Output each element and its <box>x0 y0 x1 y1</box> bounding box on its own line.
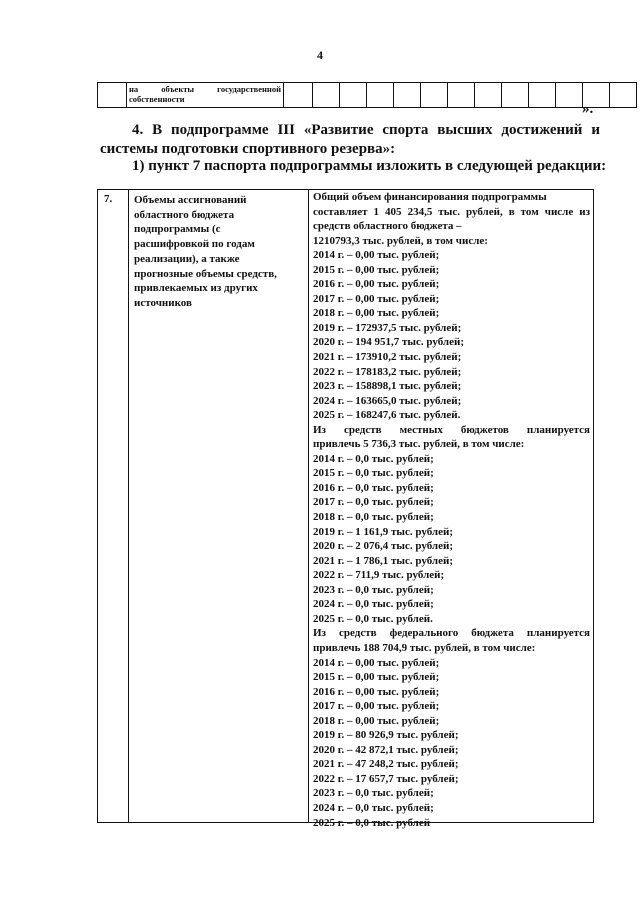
table-cell <box>340 83 367 108</box>
content-line: 2024 г. – 0,0 тыс. рублей; <box>313 598 434 611</box>
column-divider <box>128 190 129 822</box>
table-cell <box>502 83 529 108</box>
table-cell <box>475 83 502 108</box>
content-line: 2025 г. – 0,0 тыс. рублей <box>313 816 431 829</box>
table-cell <box>556 83 583 108</box>
content-line: 2018 г. – 0,0 тыс. рублей; <box>313 511 434 524</box>
content-line: 2015 г. – 0,00 тыс. рублей; <box>313 263 440 276</box>
table-cell <box>421 83 448 108</box>
column-divider <box>308 190 309 822</box>
table-cell <box>284 83 313 108</box>
content-line: 2024 г. – 163665,0 тыс. рублей; <box>313 394 462 407</box>
content-line: 1210793,3 тыс. рублей, в том числе: <box>313 234 488 247</box>
closing-quote: ». <box>582 101 594 117</box>
content-line: 2015 г. – 0,0 тыс. рублей; <box>313 467 434 480</box>
content-line: 2023 г. – 0,0 тыс. рублей; <box>313 583 434 596</box>
content-line: привлечь 188 704,9 тыс. рублей, в том числе: <box>313 641 536 654</box>
content-line: привлечь 5 736,3 тыс. рублей, в том числе: <box>313 438 525 451</box>
content-line: 2018 г. – 0,00 тыс. рублей; <box>313 714 440 727</box>
passport-table <box>97 189 594 829</box>
content-line: 2016 г. – 0,00 тыс. рублей; <box>313 278 440 291</box>
content-line: 2021 г. – 1 786,1 тыс. рублей; <box>313 554 453 567</box>
row-description-word: государственной <box>217 84 281 94</box>
funding-content <box>313 190 590 830</box>
content-line: 2014 г. – 0,00 тыс. рублей; <box>313 656 440 669</box>
content-line: 2016 г. – 0,00 тыс. рублей; <box>313 685 440 698</box>
content-line: 2018 г. – 0,00 тыс. рублей; <box>313 307 440 320</box>
row-description-word: объекты <box>161 84 195 94</box>
content-line: 2020 г. – 194 951,7 тыс. рублей; <box>313 336 464 349</box>
content-line: средств областного бюджета – <box>313 220 462 233</box>
amendment-paragraph-4: 4. В подпрограмме III «Развитие спорта высших достижений и системы подготовки спортивного резерва»: <box>100 122 600 157</box>
content-line: 2022 г. – 17 657,7 тыс. рублей; <box>313 772 459 785</box>
row-description-word: на <box>129 84 139 94</box>
content-line: 2017 г. – 0,00 тыс. рублей; <box>313 292 440 305</box>
content-line: 2023 г. – 0,0 тыс. рублей; <box>313 787 434 800</box>
content-line: Из средств местных бюджетов планируется <box>313 423 590 436</box>
content-line: Общий объем финансирования подпрограммы <box>313 191 547 203</box>
table-cell <box>610 83 637 108</box>
row-number: 7. <box>104 193 113 205</box>
amendment-subparagraph-1: 1) пункт 7 паспорта подпрограммы изложить в следующей редакции: <box>132 158 607 174</box>
row-label: Объемы ассигнований областного бюджета подпрограммы (с расшифровкой по годам реализации), а также прогнозные объемы средств, привлекаемых из других источников <box>134 194 277 309</box>
content-line: 2017 г. – 0,0 тыс. рублей; <box>313 496 434 509</box>
content-line: 2015 г. – 0,00 тыс. рублей; <box>313 671 440 684</box>
table-cell <box>529 83 556 108</box>
table-cell <box>394 83 421 108</box>
content-line: 2020 г. – 42 872,1 тыс. рублей; <box>313 743 459 756</box>
content-line: 2022 г. – 178183,2 тыс. рублей; <box>313 365 462 378</box>
content-line: 2021 г. – 173910,2 тыс. рублей; <box>313 351 462 364</box>
content-line: 2021 г. – 47 248,2 тыс. рублей; <box>313 758 459 771</box>
table-cell <box>448 83 475 108</box>
table-cell <box>98 83 127 108</box>
content-line: 2019 г. – 80 926,9 тыс. рублей; <box>313 729 459 742</box>
content-line: 2019 г. – 172937,5 тыс. рублей; <box>313 321 462 334</box>
content-line: 2025 г. – 168247,6 тыс. рублей. <box>313 409 461 422</box>
row-description-cell <box>127 83 284 108</box>
content-line: Из средств федерального бюджета планируется <box>313 627 590 640</box>
page-number: 4 <box>317 48 323 62</box>
content-line: 2022 г. – 711,9 тыс. рублей; <box>313 569 445 582</box>
content-line: 2024 г. – 0,0 тыс. рублей; <box>313 801 434 814</box>
content-line: 2017 г. – 0,00 тыс. рублей; <box>313 700 440 713</box>
content-line: 2019 г. – 1 161,9 тыс. рублей; <box>313 525 453 538</box>
content-line: 2025 г. – 0,0 тыс. рублей. <box>313 612 433 625</box>
table-cell <box>367 83 394 108</box>
content-line: 2014 г. – 0,00 тыс. рублей; <box>313 249 440 262</box>
previous-table-last-row <box>97 82 637 108</box>
content-line: составляет 1 405 234,5 тыс. рублей, в том числе из <box>313 205 590 218</box>
table-cell <box>313 83 340 108</box>
row-description-line: собственности <box>129 94 185 104</box>
content-line: 2023 г. – 158898,1 тыс. рублей; <box>313 380 462 393</box>
content-line: 2014 г. – 0,0 тыс. рублей; <box>313 452 434 465</box>
content-line: 2020 г. – 2 076,4 тыс. рублей; <box>313 540 453 553</box>
content-line: 2016 г. – 0,0 тыс. рублей; <box>313 481 434 494</box>
